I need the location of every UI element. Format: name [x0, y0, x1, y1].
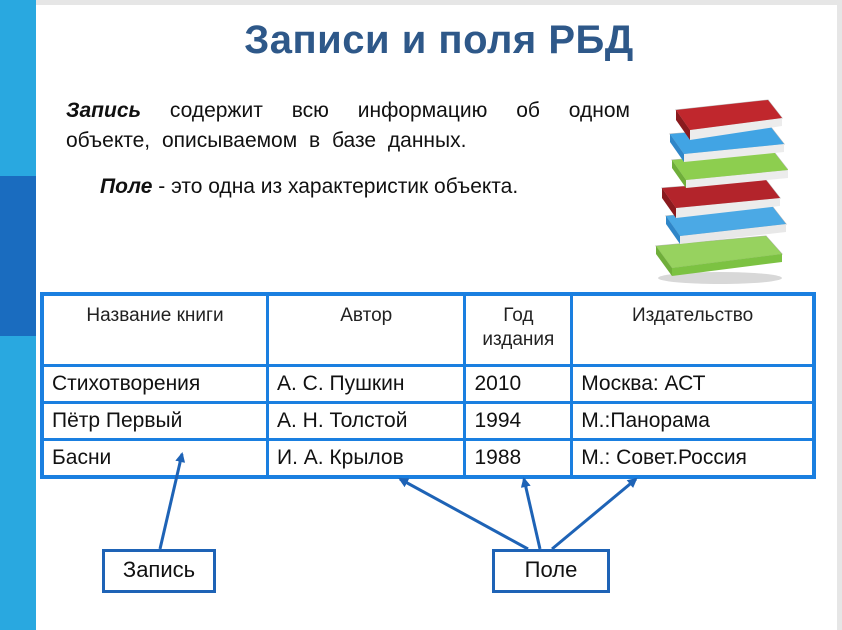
table-header-text: Год издания — [482, 305, 555, 350]
field-arrow-publisher — [552, 479, 636, 549]
field-arrow-author — [400, 479, 528, 549]
record-arrow — [160, 454, 182, 549]
table-header-cell: Автор — [267, 294, 464, 366]
field-term: Поле — [100, 175, 153, 198]
table-cell: И. А. Крылов — [267, 440, 464, 478]
table-cell: Басни — [42, 440, 267, 478]
record-definition-text: содержит всю информацию об одном объекте, описываемом в базе данных. — [66, 99, 630, 152]
table-cell: Москва: АСТ — [572, 366, 814, 403]
table-cell: М.:Панорама — [572, 403, 814, 440]
field-definition-text: - это одна из характеристик объекта. — [152, 175, 519, 198]
page-title: Записи и поля РБД — [244, 18, 634, 62]
table-cell: А. С. Пушкин — [267, 366, 464, 403]
table-header-cell: Название книги — [42, 294, 267, 366]
table-cell: 1988 — [465, 440, 572, 478]
table-cell: 2010 — [465, 366, 572, 403]
table-cell: 1994 — [465, 403, 572, 440]
table-cell: А. Н. Толстой — [267, 403, 464, 440]
field-arrow-year — [524, 479, 540, 549]
field-label: Поле — [492, 549, 610, 593]
table-cell: Стихотворения — [42, 366, 267, 403]
table-header-cell: Издательство — [572, 294, 814, 366]
record-term: Запись — [66, 99, 141, 122]
table-cell: М.: Совет.Россия — [572, 440, 814, 478]
record-label: Запись — [102, 549, 216, 593]
table-cell: Пётр Первый — [42, 403, 267, 440]
